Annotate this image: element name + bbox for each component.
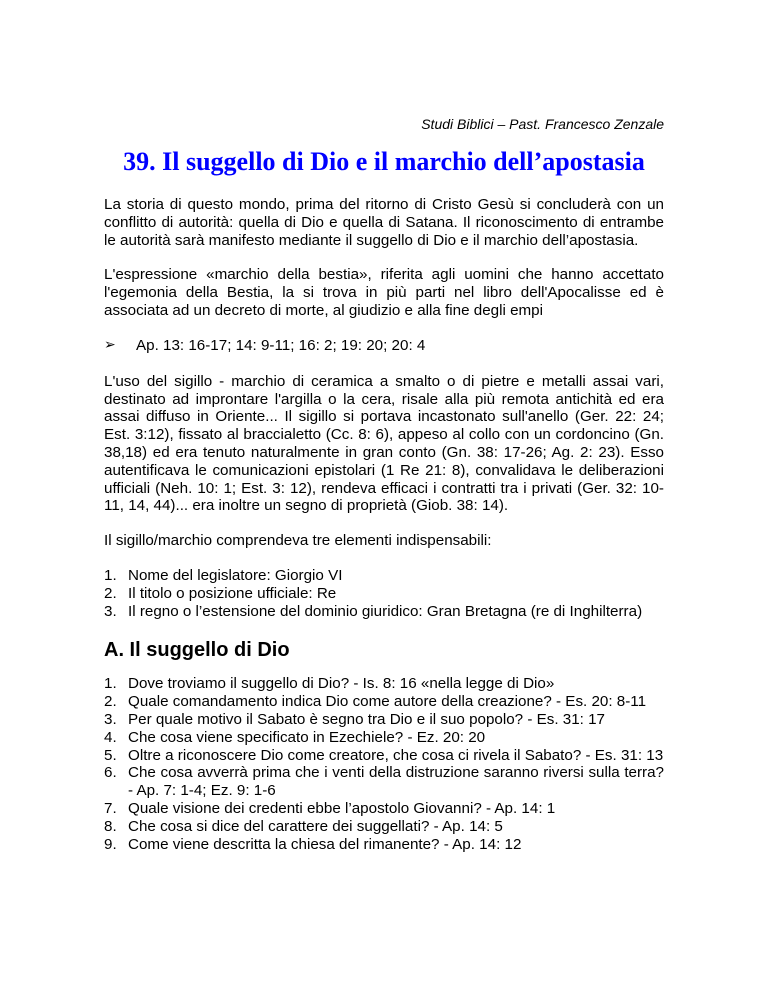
- question-text: Come viene descritta la chiesa del rimanente? - Ap. 14: 12: [128, 835, 522, 853]
- intro-paragraph-4: Il sigillo/marchio comprendeva tre elementi indispensabili:: [104, 532, 492, 550]
- question-text: Che cosa viene specificato in Ezechiele? - Ez. 20: 20: [128, 728, 486, 746]
- question-number: 7.: [104, 799, 117, 817]
- question-text: Per quale motivo il Sabato è segno tra Dio e il suo popolo? - Es. 31: 17: [128, 710, 606, 728]
- question-number: 5.: [104, 746, 117, 764]
- question-text: Che cosa si dice del carattere dei suggellati? - Ap. 14: 5: [128, 817, 503, 835]
- section-a-questions: [104, 675, 664, 853]
- list-item-number: 1.: [104, 566, 117, 584]
- question-number: 1.: [104, 675, 117, 693]
- intro-paragraph-3: L'uso del sigillo - marchio di ceramica a smalto o di pietre e metalli assai vari, destinato ad improntare l'argilla o la cera, risale alla più remota antichità ed era assai diffuso in Oriente... Il sigillo si portava incastonato sull'anello (Ger. 22: 24; Est. 3:12), fissato al braccialetto (Cc. 8: 6), appeso al collo con un cordoncino (Gn. 38,18) ed era tenuto naturalmente in gran conto (Gn. 38: 17-26; Ag. 2: 23). Esso autentificava le comunicazioni epistolari (1 Re 21: 8), convalidava le deliberazioni ufficiali (Neh. 10: 1; Est. 3: 12), rendeva efficaci i contratti tra i privati (Ger. 32: 10-11, 14, 44)... era inoltre un segno di proprietà (Giob. 38: 14).: [104, 372, 664, 515]
- list-item: [104, 603, 664, 621]
- question-item: [104, 836, 664, 854]
- question-item: [104, 675, 664, 693]
- list-item: [104, 567, 664, 585]
- question-text: Dove troviamo il suggello di Dio? - Is. 8: 16 «nella legge di Dio»: [128, 675, 555, 693]
- question-text: Quale comandamento indica Dio come autore della creazione? - Es. 20: 8-11: [128, 693, 647, 711]
- question-number: 9.: [104, 835, 117, 853]
- question-item: [104, 729, 664, 747]
- list-item-text: Il regno o l’estensione del dominio giuridico: Gran Bretagna (re di Inghilterra): [128, 602, 643, 620]
- question-item: [104, 764, 664, 800]
- question-text: Oltre a riconoscere Dio come creatore, che cosa ci rivela il Sabato? - Es. 31: 13: [128, 746, 664, 764]
- question-item: [104, 693, 664, 711]
- question-number: 8.: [104, 817, 117, 835]
- intro-paragraph-2: L'espressione «marchio della bestia», riferita agli uomini che hanno accettato l'egemonia della Bestia, la si trova in più parti nel libro dell'Apocalisse ed è associata ad un decreto di morte, al giudizio e alla fine degli empi: [104, 266, 664, 319]
- question-text: Quale visione dei credenti ebbe l’apostolo Giovanni? - Ap. 14: 1: [128, 799, 556, 817]
- arrow-bullet-icon: ➢: [104, 336, 116, 353]
- question-number: 4.: [104, 728, 117, 746]
- section-a-heading: A. Il suggello di Dio: [104, 639, 290, 662]
- document-title: 39. Il suggello di Dio e il marchio dell’apostasia: [123, 147, 645, 176]
- question-item: [104, 747, 664, 765]
- list-item-text: Il titolo o posizione ufficiale: Re: [128, 584, 337, 602]
- author-header: Studi Biblici – Past. Francesco Zenzale: [421, 116, 664, 132]
- list-item-number: 2.: [104, 584, 117, 602]
- seal-elements-list: [104, 567, 664, 620]
- list-item-text: Nome del legislatore: Giorgio VI: [128, 566, 343, 584]
- document-body: [104, 196, 664, 871]
- list-item-number: 3.: [104, 602, 117, 620]
- question-number: 2.: [104, 693, 117, 711]
- question-item: [104, 818, 664, 836]
- list-item: [104, 585, 664, 603]
- question-number: 6.: [104, 764, 117, 782]
- intro-paragraph-1: La storia di questo mondo, prima del ritorno di Cristo Gesù si concluderà con un conflitto di autorità: quella di Dio e quella di Satana. Il riconoscimento di entrambe le autorità sarà manifesto mediante il suggello di Dio e il marchio dell’apostasia.: [104, 196, 664, 249]
- question-text: Che cosa avverrà prima che i venti della distruzione saranno riversi sulla terra? - Ap. 7: 1-4; Ez. 9: 1-6: [128, 764, 664, 800]
- question-number: 3.: [104, 710, 117, 728]
- reference-bullet-text: Ap. 13: 16-17; 14: 9-11; 16: 2; 19: 20; 20: 4: [136, 336, 426, 354]
- question-item: [104, 711, 664, 729]
- reference-bullet: [104, 337, 664, 355]
- question-item: [104, 800, 664, 818]
